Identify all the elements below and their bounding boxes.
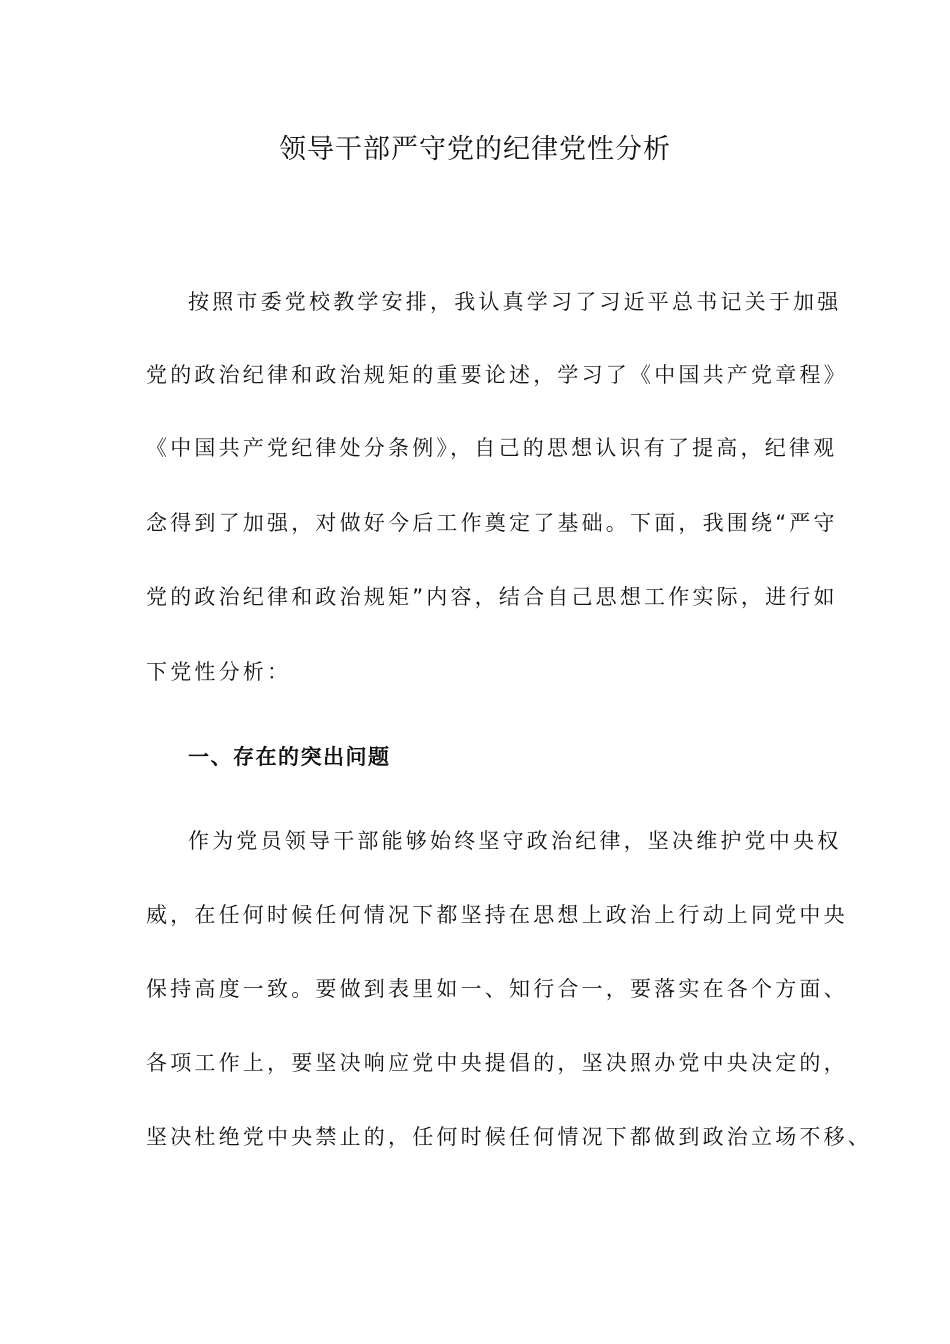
paragraph-line: 党的政治纪律和政治规矩”内容，结合自己思想工作实际，进行如 — [146, 585, 838, 609]
section-heading: 一、存在的突出问题 — [188, 745, 391, 769]
paragraph-line: 下党性分析： — [146, 660, 292, 684]
paragraph-line: 作为党员领导干部能够始终坚守政治纪律，坚决维护党中央权 — [188, 829, 842, 853]
paragraph-line: 各项工作上，要坚决响应党中央提倡的，坚决照办党中央决定的， — [146, 1051, 848, 1075]
paragraph-line: 坚决杜绝党中央禁止的，任何时候任何情况下都做到政治立场不移、 — [146, 1125, 872, 1149]
paragraph-line: 威，在任何时候任何情况下都坚持在思想上政治上行动上同党中央 — [146, 903, 848, 927]
document-title: 领导干部严守党的纪律党性分析 — [279, 134, 671, 165]
paragraph-line: 念得到了加强，对做好今后工作奠定了基础。下面，我围绕“严守 — [146, 511, 838, 535]
paragraph-line: 保持高度一致。要做到表里如一、知行合一，要落实在各个方面、 — [146, 977, 848, 1001]
paragraph-line: 《中国共产党纪律处分条例》，自己的思想认识有了提高，纪律观 — [146, 436, 838, 460]
paragraph-line: 党的政治纪律和政治规矩的重要论述，学习了《中国共产党章程》 — [146, 363, 848, 387]
paragraph-line: 按照市委党校教学安排，我认真学习了习近平总书记关于加强 — [188, 290, 842, 314]
